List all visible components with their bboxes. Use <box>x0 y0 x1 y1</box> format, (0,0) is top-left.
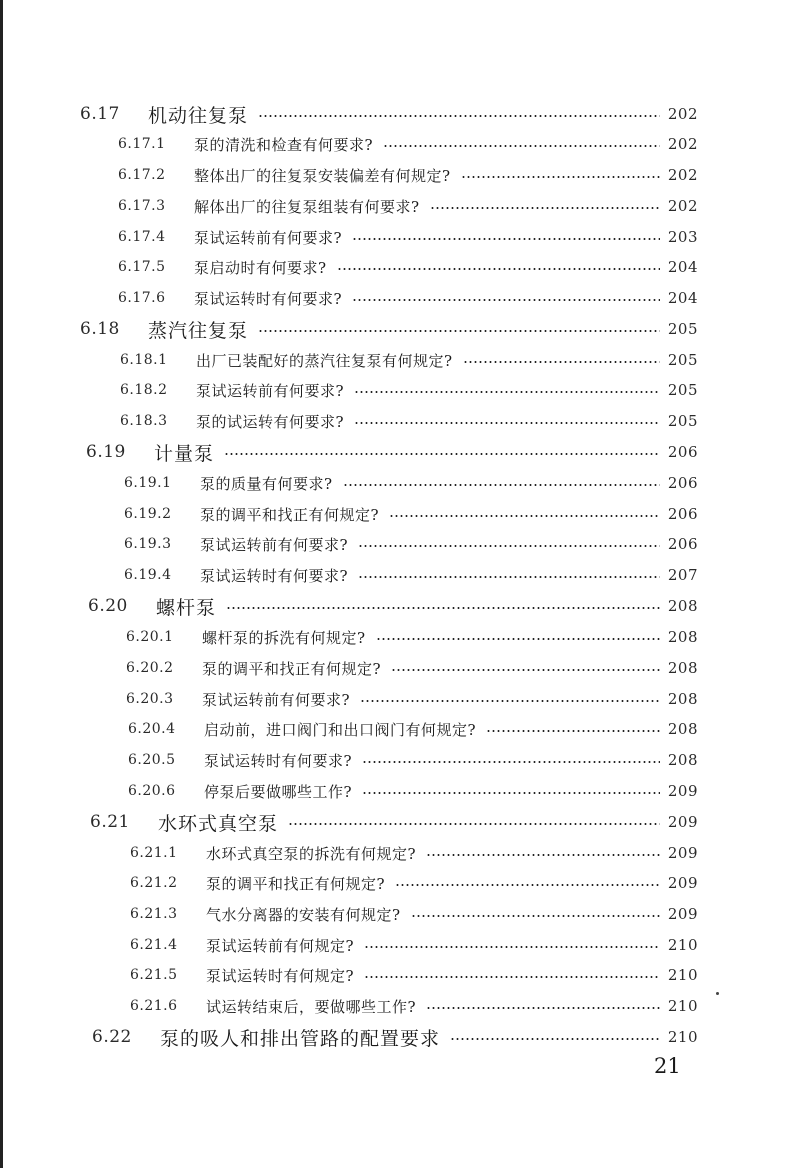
toc-section-entry <box>88 593 698 619</box>
toc-section-entry <box>86 439 698 465</box>
toc-entry-number: 6.21 <box>90 812 130 832</box>
toc-entry-number: 6.17.2 <box>118 167 166 183</box>
toc-subsection-entry <box>126 655 698 681</box>
toc-entry-title: 机动往复泵 <box>148 104 249 127</box>
toc-entry-title: 泵启动时有何要求? <box>194 258 327 277</box>
toc-subsection-entry <box>118 131 698 157</box>
toc-entry-number: 6.19.2 <box>124 506 172 522</box>
dot-leader <box>383 145 660 147</box>
toc-subsection-entry <box>130 901 698 927</box>
toc-entry-number: 6.20 <box>88 596 128 616</box>
dot-leader <box>395 884 660 886</box>
dot-leader <box>411 915 660 917</box>
toc-entry-title: 解体出厂的往复泵组装有何要求? <box>194 197 420 216</box>
toc-entry-number: 6.21.1 <box>130 845 178 861</box>
toc-entry-page: 208 <box>667 690 698 708</box>
toc-entry-page: 209 <box>667 905 698 923</box>
toc-subsection-entry <box>118 224 698 250</box>
dot-leader <box>352 238 660 240</box>
toc-entry-page: 206 <box>667 474 698 492</box>
toc-entry-title: 泵的质量有何要求? <box>200 474 333 493</box>
toc-entry-number: 6.21.2 <box>130 875 178 891</box>
toc-entry-page: 203 <box>667 228 698 246</box>
dot-leader <box>354 391 660 393</box>
toc-entry-number: 6.21.3 <box>130 906 178 922</box>
toc-entry-number: 6.19 <box>86 442 126 462</box>
toc-entry-title: 气水分离器的安装有何规定? <box>206 905 401 924</box>
toc-section-entry <box>90 809 698 835</box>
toc-subsection-entry <box>124 531 698 557</box>
toc-entry-page: 204 <box>667 258 698 276</box>
toc-subsection-entry <box>130 840 698 866</box>
toc-entry-title: 启动前，进口阀门和出口阀门有何规定? <box>204 720 477 739</box>
toc-entry-number: 6.17.5 <box>118 259 166 275</box>
toc-entry-page: 207 <box>667 566 698 584</box>
toc-entry-title: 泵的调平和找正有何规定? <box>200 505 380 524</box>
toc-entry-page: 210 <box>667 997 698 1015</box>
dot-leader <box>362 792 660 794</box>
toc-subsection-entry <box>130 932 698 958</box>
toc-entry-title: 泵试运转前有何要求? <box>196 381 345 400</box>
toc-entry-number: 6.20.6 <box>128 783 176 799</box>
dot-leader <box>358 576 660 578</box>
toc-subsection-entry <box>118 193 698 219</box>
dot-leader <box>288 823 660 825</box>
toc-entry-number: 6.21.4 <box>130 937 178 953</box>
dot-leader <box>352 299 660 301</box>
toc-entry-title: 泵试运转时有何要求? <box>204 751 353 770</box>
toc-entry-page: 202 <box>667 105 698 123</box>
toc-subsection-entry <box>126 624 698 650</box>
toc-entry-page: 210 <box>667 1028 698 1046</box>
toc-entry-page: 209 <box>667 874 698 892</box>
scan-speck <box>716 992 719 995</box>
dot-leader <box>426 854 660 856</box>
toc-entry-number: 6.18.3 <box>120 413 168 429</box>
toc-entry-title: 计量泵 <box>154 442 215 465</box>
toc-subsection-entry <box>124 470 698 496</box>
dot-leader <box>360 700 660 702</box>
dot-leader <box>364 976 660 978</box>
toc-entry-number: 6.19.3 <box>124 536 172 552</box>
toc-subsection-entry <box>128 716 698 742</box>
toc-subsection-entry <box>120 408 698 434</box>
dot-leader <box>226 607 660 609</box>
toc-entry-number: 6.18 <box>80 319 120 339</box>
dot-leader <box>376 638 660 640</box>
dot-leader <box>450 1038 660 1040</box>
toc-entry-page: 205 <box>667 320 698 338</box>
toc-section-entry <box>92 1024 698 1050</box>
dot-leader <box>389 515 660 517</box>
toc-entry-title: 泵试运转前有何要求? <box>202 690 351 709</box>
toc-entry-number: 6.19.1 <box>124 475 172 491</box>
toc-subsection-entry <box>130 962 698 988</box>
toc-entry-title: 水环式真空泵的拆洗有何规定? <box>206 844 417 863</box>
toc-entry-title: 泵试运转时有何要求? <box>194 289 343 308</box>
page-number: 21 <box>654 1054 681 1078</box>
toc-entry-number: 6.22 <box>92 1027 132 1047</box>
toc-section-entry <box>80 316 698 342</box>
toc-entry-title: 泵试运转时有何要求? <box>200 566 349 585</box>
toc-entry-page: 206 <box>667 505 698 523</box>
toc-entry-number: 6.20.2 <box>126 660 174 676</box>
toc-entry-number: 6.20.4 <box>128 721 176 737</box>
toc-subsection-entry <box>130 870 698 896</box>
toc-entry-number: 6.18.2 <box>120 382 168 398</box>
toc-entry-number: 6.17.1 <box>118 136 166 152</box>
toc-entry-page: 209 <box>667 813 698 831</box>
toc-entry-page: 202 <box>667 197 698 215</box>
dot-leader <box>258 330 660 332</box>
toc-entry-title: 螺杆泵的拆洗有何规定? <box>202 628 366 647</box>
toc-entry-title: 螺杆泵 <box>156 596 217 619</box>
dot-leader <box>430 207 660 209</box>
toc-entry-page: 205 <box>667 381 698 399</box>
toc-entry-page: 202 <box>667 135 698 153</box>
toc-subsection-entry <box>126 686 698 712</box>
toc-entry-page: 205 <box>667 351 698 369</box>
toc-entry-title: 试运转结束后，要做哪些工作? <box>206 997 417 1016</box>
toc-entry-page: 210 <box>667 936 698 954</box>
toc-entry-page: 208 <box>667 597 698 615</box>
dot-leader <box>343 484 660 486</box>
toc-entry-title: 泵的调平和找正有何规定? <box>202 659 382 678</box>
dot-leader <box>463 361 660 363</box>
toc-entry-number: 6.17.4 <box>118 229 166 245</box>
toc-entry-title: 整体出厂的往复泵安装偏差有何规定? <box>194 166 451 185</box>
toc-entry-title: 停泵后要做哪些工作? <box>204 782 353 801</box>
toc-entry-number: 6.17.6 <box>118 290 166 306</box>
toc-entry-title: 泵的吸人和排出管路的配置要求 <box>160 1027 441 1050</box>
toc-entry-page: 206 <box>667 535 698 553</box>
toc-subsection-entry <box>128 747 698 773</box>
toc-entry-number: 6.20.5 <box>128 752 176 768</box>
toc-entry-title: 出厂已装配好的蒸汽往复泵有何规定? <box>196 351 453 370</box>
toc-subsection-entry <box>118 254 698 280</box>
toc-entry-page: 208 <box>667 659 698 677</box>
toc-entry-title: 水环式真空泵 <box>158 812 279 835</box>
toc-entry-number: 6.19.4 <box>124 567 172 583</box>
toc-entry-page: 208 <box>667 720 698 738</box>
toc-entry-number: 6.17 <box>80 104 120 124</box>
dot-leader <box>426 1007 660 1009</box>
toc-entry-title: 泵的试运转有何要求? <box>196 412 345 431</box>
toc-section-entry <box>80 101 698 127</box>
dot-leader <box>391 669 660 671</box>
toc-entry-title: 泵试运转前有何要求? <box>200 535 349 554</box>
toc-entry-page: 208 <box>667 628 698 646</box>
dot-leader <box>364 946 660 948</box>
toc-entry-page: 204 <box>667 289 698 307</box>
dot-leader <box>337 268 660 270</box>
toc-entry-title: 泵的调平和找正有何规定? <box>206 874 386 893</box>
toc-entry-number: 6.20.1 <box>126 629 174 645</box>
toc-entry-title: 蒸汽往复泵 <box>148 319 249 342</box>
toc-entry-page: 206 <box>667 443 698 461</box>
toc-entry-number: 6.17.3 <box>118 198 166 214</box>
dot-leader <box>358 545 660 547</box>
toc-subsection-entry <box>124 501 698 527</box>
toc-subsection-entry <box>120 377 698 403</box>
toc-entry-title: 泵试运转时有何规定? <box>206 966 355 985</box>
toc-entry-number: 6.21.6 <box>130 998 178 1014</box>
toc-subsection-entry <box>120 347 698 373</box>
toc-entry-page: 209 <box>667 844 698 862</box>
dot-leader <box>224 453 660 455</box>
toc-entry-title: 泵试运转前有何要求? <box>194 228 343 247</box>
toc-subsection-entry <box>124 562 698 588</box>
toc-entry-number: 6.18.1 <box>120 352 168 368</box>
toc-entry-page: 210 <box>667 966 698 984</box>
dot-leader <box>354 422 660 424</box>
toc-entry-page: 209 <box>667 782 698 800</box>
toc-subsection-entry <box>118 162 698 188</box>
toc-entry-page: 205 <box>667 412 698 430</box>
dot-leader <box>461 176 660 178</box>
toc-subsection-entry <box>128 778 698 804</box>
toc-entry-number: 6.20.3 <box>126 691 174 707</box>
dot-leader <box>362 761 660 763</box>
dot-leader <box>486 730 660 732</box>
toc-entry-title: 泵的清洗和检查有何要求? <box>194 135 374 154</box>
toc-subsection-entry <box>118 285 698 311</box>
toc-entry-number: 6.21.5 <box>130 967 178 983</box>
toc-entry-page: 202 <box>667 166 698 184</box>
dot-leader <box>258 115 660 117</box>
toc-subsection-entry <box>130 993 698 1019</box>
toc-entry-title: 泵试运转前有何规定? <box>206 936 355 955</box>
toc-entry-page: 208 <box>667 751 698 769</box>
